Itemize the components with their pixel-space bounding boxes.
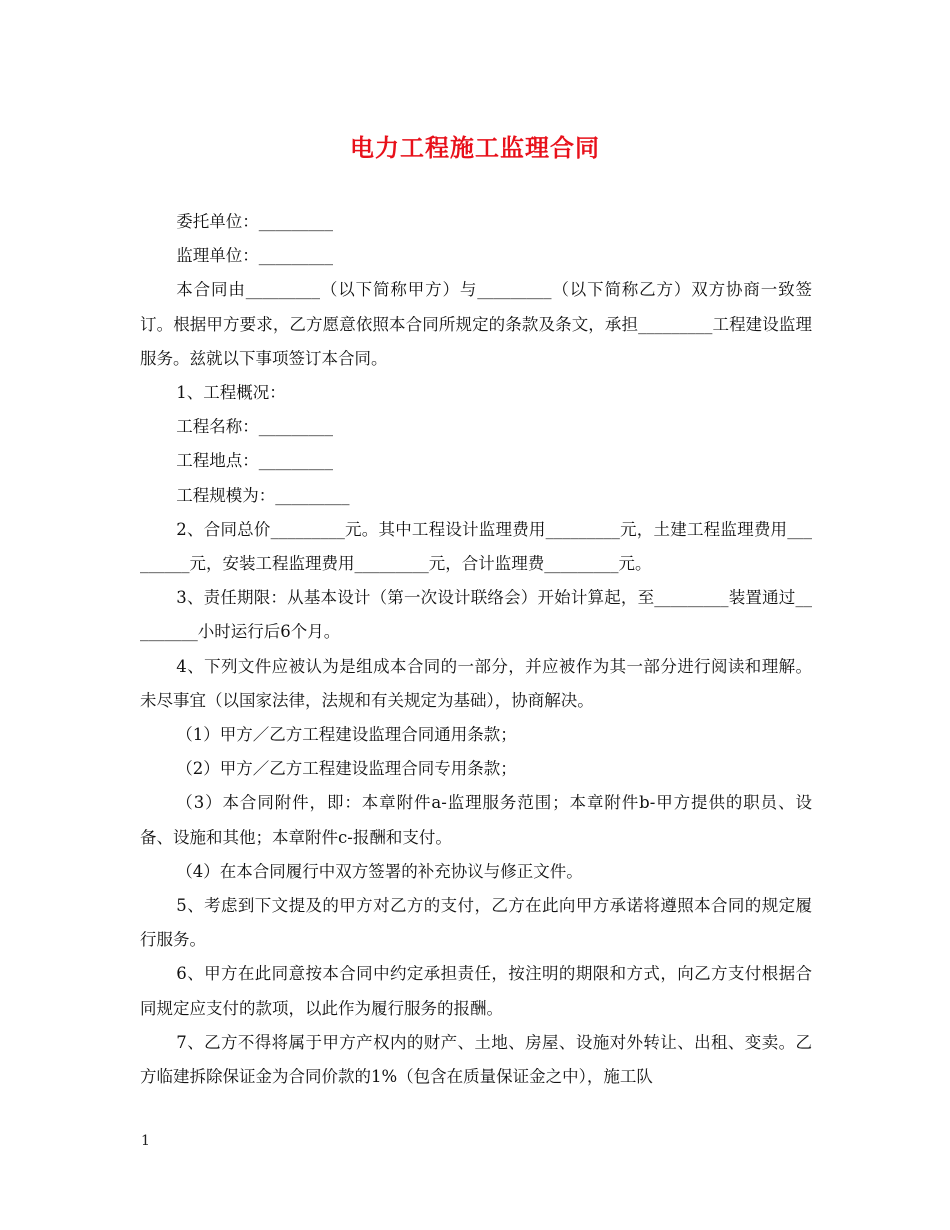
paragraph-project-scale: 工程规模为：_________ xyxy=(176,485,350,505)
paragraph-project-name: 工程名称：_________ xyxy=(176,417,334,437)
paragraph-clause-6: 6、甲方在此同意按本合同中约定承担责任，按注明的期限和方式，向乙方支付根据合同规定应支付的款项，以此作为履行服务的报酬。 xyxy=(140,964,812,1018)
paragraph-clause-5: 5、考虑到下文提及的甲方对乙方的支付，乙方在此向甲方承诺将遵照本合同的规定履行服务。 xyxy=(140,896,812,950)
page-number: 1 xyxy=(141,1133,150,1149)
paragraph-item-4: （4）在本合同履行中双方签署的补充协议与修正文件。 xyxy=(176,861,583,881)
paragraph-project-location: 工程地点：_________ xyxy=(176,451,334,471)
paragraph-supervisor-unit: 监理单位：_________ xyxy=(176,246,334,266)
paragraph-preamble: 本合同由_________（以下简称甲方）与_________（以下简称乙方）双方协商一致签订。根据甲方要求，乙方愿意依照本合同所规定的条款及条文，承担_________工程建设监理服务。兹就以下事项签订本合同。 xyxy=(140,280,812,368)
document-body xyxy=(140,205,812,1094)
paragraph-clause-7: 7、乙方不得将属于甲方产权内的财产、土地、房屋、设施对外转让、出租、变卖。乙方临建拆除保证金为合同价款的1%（包含在质量保证金之中），施工队 xyxy=(140,1032,812,1087)
paragraph-contract-documents: 4、下列文件应被认为是组成本合同的一部分，并应被作为其一部分进行阅读和理解。未尽事宜（以国家法律，法规和有关规定为基础），协商解决。 xyxy=(140,656,812,710)
paragraph-item-2: （2）甲方／乙方工程建设监理合同专用条款； xyxy=(176,759,517,779)
paragraph-liability-period: 3、责任期限：从基本设计（第一次设计联络会）开始计算起，至_________装置通过_________小时运行后6个月。 xyxy=(140,588,812,642)
document-title: 电力工程施工监理合同 xyxy=(350,134,600,162)
paragraph-item-1: （1）甲方／乙方工程建设监理合同通用条款； xyxy=(176,725,517,745)
paragraph-contract-price: 2、合同总价_________元。其中工程设计监理费用_________元，土建工程监理费用_________元，安装工程监理费用_________元，合计监理费_________元。 xyxy=(140,519,812,574)
paragraph-client-unit: 委托单位：_________ xyxy=(176,212,334,231)
paragraph-item-3: （3）本合同附件，即：本章附件a-监理服务范围；本章附件b-甲方提供的职员、设备、设施和其他；本章附件c-报酬和支付。 xyxy=(140,793,812,847)
paragraph-project-overview: 1、工程概况： xyxy=(176,383,286,403)
